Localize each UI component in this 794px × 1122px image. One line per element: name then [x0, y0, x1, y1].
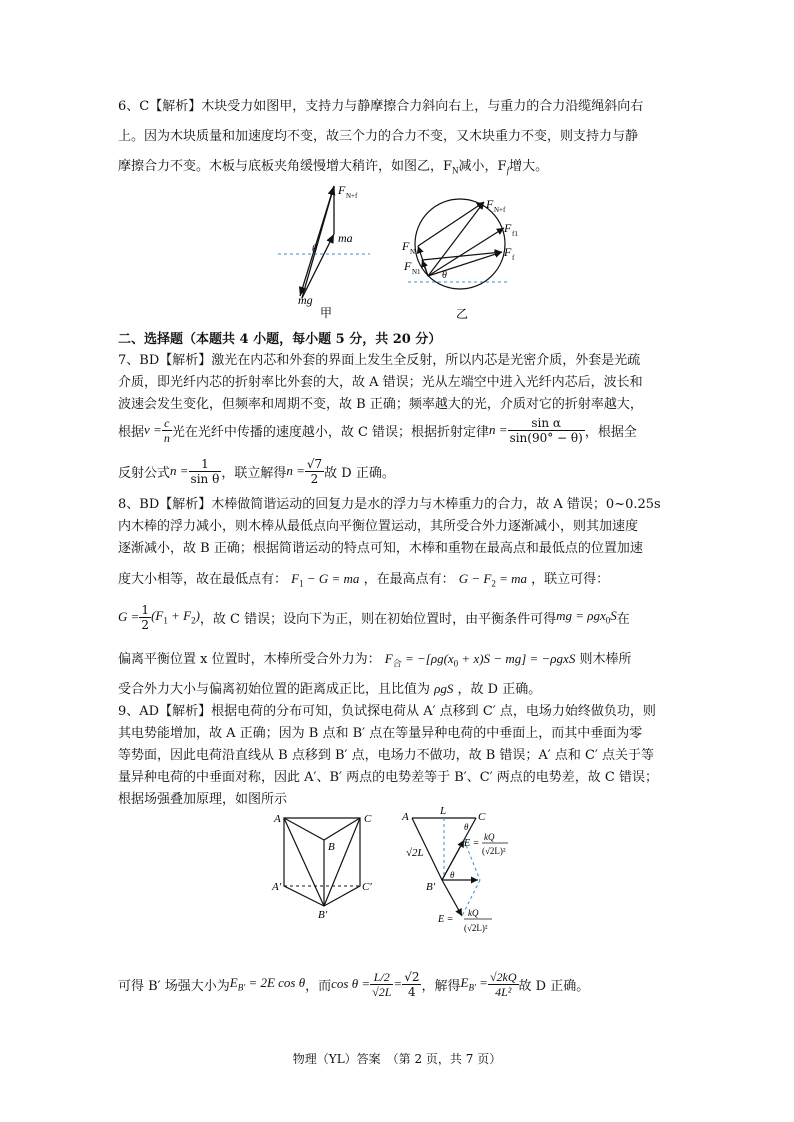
field-e-top: E = — [464, 838, 480, 849]
q8-line-6 — [118, 648, 631, 670]
q7-line-4-b: 光在光纤中传播的速度越小，故 C 错误；根据折射定律 — [171, 424, 490, 440]
field-e-bottom: E = — [438, 914, 454, 925]
fraction-c-n: $\frac{c}{n}$ — [163, 415, 170, 445]
fig-yi-theta: θ — [442, 270, 447, 281]
ff-subscript: f — [506, 165, 510, 176]
q9-line-6-c: ，解得 — [421, 978, 461, 994]
fig-yi-fn-label: F — [402, 239, 410, 253]
fig-jia-mg-label: mg — [298, 293, 313, 307]
q8-line-6-a: 偏离平衡位置 x 位置时，木棒所受合外力为： — [118, 652, 381, 667]
q8-line-1: 8、BD【解析】木棒做简谐运动的回复力是水的浮力与木棒重力的合力，故 A 错误；0~0.25s — [118, 497, 661, 512]
formula-equilibrium: mg = ρgx$_0$S — [556, 608, 617, 626]
prism-label-c: C — [364, 813, 372, 825]
q6-line-3 — [118, 152, 684, 182]
field-theta-bottom: θ — [450, 870, 455, 880]
q6-paragraph — [118, 92, 684, 182]
formula-cos-eq: = — [393, 976, 403, 991]
q8-line-2: 内木棒的浮力减小，则木棒从最低点向平衡位置运动，其所受合外力逐渐减小，则其加速度 — [118, 519, 639, 534]
fig-jia-ma-label: ma — [338, 231, 353, 245]
q7-line-4 — [118, 412, 637, 448]
fig-yi-caption: 乙 — [456, 307, 469, 321]
prism-figure — [270, 808, 380, 923]
fig-yi-ff-label: F — [504, 245, 512, 259]
q9-line-6-d: 故 D 正确。 — [518, 978, 590, 994]
formula-cos: cos θ = — [331, 976, 371, 991]
formula-net-force: $F_合 = -[\rho g(x_0 + x)S - mg] = -\rho gxS$ — [384, 651, 576, 669]
page-footer: 物理（YL）答案 （第 2 页，共 7 页） — [292, 1052, 502, 1066]
fn-subscript: N — [452, 165, 459, 176]
fraction-1-sin: $\frac{1}{\text{sin θ}}$ — [190, 456, 220, 486]
fraction-sqrt2-4: $\frac{√2}{4}$ — [404, 969, 420, 999]
fig-jia-theta: θ — [312, 244, 317, 255]
field-kq-top: kQ — [484, 832, 495, 842]
prism-label-a1: A′ — [272, 881, 282, 893]
q7-line-5-b: ，联立解得 — [221, 465, 287, 481]
fig-yi-fn-sub: N — [410, 248, 416, 256]
fraction-1-2: $\frac{1}{2}$ — [141, 602, 150, 632]
q8-line-4-b: ，在最高点有： — [363, 572, 455, 587]
q8-line-5-a: ，故 C 错误；设向下为正，则在初始位置时，由平衡条件可得 — [199, 611, 557, 627]
formula-g-equals: G = — [118, 609, 140, 624]
fig-yi-fnf-sub: N+f — [494, 206, 506, 214]
q8-line-5-b: 在 — [616, 611, 630, 627]
q6-line-1: 6、C【解析】木块受力如图甲，支持力与静摩擦合力斜向右上，与重力的合力沿缆绳斜向右 — [118, 99, 644, 114]
force-diagram-jia — [270, 176, 380, 321]
q6-line-3-end: 增大。 — [509, 159, 549, 174]
fraction-snell: $\frac{\text{sin α}}{\sin(90^\circ - \theta)}$ — [509, 415, 583, 445]
q8-line-4 — [118, 568, 609, 589]
q6-line-3-mid: 减小，F — [458, 159, 507, 174]
q9-line-1: 9、AD【解析】根据电荷的分布可知，负试探电荷从 A′ 点移到 C′ 点，电场力始终做负功，则 — [118, 704, 656, 719]
q9-line-2: 其电势能增加，故 A 正确；因为 B 点和 B′ 点在等量异种电荷的中垂面上，而其中垂面为零 — [118, 726, 643, 741]
q8-line-3: 逐渐减小，故 B 正确；根据简谐运动的特点可知，木棒和重物在最高点和最低点的位置加速 — [118, 541, 643, 556]
prism-label-b: B — [328, 841, 335, 853]
formula-eb: $E_{B'} = 2E$ cos θ — [229, 975, 306, 993]
formula-critical: n = — [170, 463, 189, 478]
fraction-l2-sqrt2l: $\frac{L/2}{√2L}$ — [372, 969, 392, 999]
q8-line-7 — [118, 678, 541, 697]
prism-label-a: A — [274, 813, 281, 825]
fig-jia-fnf-label: F — [338, 183, 346, 197]
field-den-bottom: (√2L)² — [464, 923, 488, 933]
formula-v-c-over-n: v = — [144, 422, 162, 437]
q7-line-4-c: ，根据全 — [584, 424, 637, 440]
field-label-a: A — [402, 811, 409, 823]
formula-eb-result: $E_{B'}$ = — [460, 975, 488, 993]
field-label-b1: B′ — [426, 881, 436, 893]
q7-line-2: 介质，即光纤内芯的折射率比外套的大，故 A 错误；光从左端空中进入光纤内芯后，波长和 — [118, 375, 643, 390]
field-label-c: C — [478, 811, 486, 823]
q7-line-5-a: 反射公式 — [118, 465, 171, 481]
q8-line-5 — [118, 597, 630, 637]
formula-lowest: $F_1 - G$ = ma — [291, 571, 360, 589]
field-superposition-figure — [398, 804, 538, 936]
fig-yi-ff1-label: F — [504, 221, 512, 235]
q7-line-3: 波速会发生变化，但频率和周期不变，故 B 正确；频率越大的光，介质对它的折射率越大， — [118, 397, 643, 412]
fraction-sqrt7-2: $\frac{√7}{2}$ — [306, 456, 323, 486]
q7-line-1: 7、BD【解析】激光在内芯和外套的界面上发生全反射，所以内芯是光密介质，外套是光疏 — [118, 353, 641, 368]
field-den-top: (√2L)² — [482, 846, 506, 856]
q9-line-6 — [118, 960, 589, 1008]
fig-jia-fnf-sub: N+f — [346, 192, 358, 200]
q6-line-2: 上。因为木块质量和加速度均不变，故三个力的合力不变，又木块重力不变，则支持力与静 — [118, 129, 639, 144]
q7-line-5 — [118, 452, 395, 490]
q9-line-3: 等势面，因此电荷沿直线从 B 点移到 B′ 点，电场力不做功，故 B 错误；A′ 点和 C′ 点关于等 — [118, 748, 655, 763]
fraction-sqrt2kq-4l2: $\frac{√2kQ}{\text{4L²}}$ — [489, 969, 517, 999]
q9-line-6-b: ，而 — [305, 978, 332, 994]
field-label-r: √2L — [406, 847, 424, 859]
formula-f1-f2: $(F_1 + F_2)$ — [151, 608, 200, 626]
prism-label-c1: C′ — [362, 881, 372, 893]
formula-ratio: ρgS — [434, 681, 454, 696]
section-2-heading: 二、选择题（本题共 4 小题，每小题 5 分，共 20 分） — [118, 332, 442, 347]
q7-line-4-a: 根据 — [118, 424, 145, 440]
fig-yi-fn1-label: F — [404, 259, 412, 273]
field-kq-bottom: kQ — [468, 908, 479, 918]
q8-line-6-b: 则木棒所 — [579, 652, 632, 667]
fig-yi-fn1-sub: N1 — [412, 268, 421, 276]
fig-yi-ff-sub: f — [512, 254, 515, 262]
formula-n-snell: n = — [489, 422, 508, 437]
q7-line-5-c: 故 D 正确。 — [324, 465, 395, 481]
q8-line-7-b: ，故 D 正确。 — [457, 682, 542, 697]
q6-line-3-text: 摩擦合力不变。木板与底板夹角缓慢增大稍许，如图乙，F — [118, 159, 453, 174]
field-theta-top: θ — [464, 822, 469, 832]
force-circle-yi — [398, 192, 528, 322]
q8-line-4-c: ，联立可得： — [531, 572, 610, 587]
q8-line-4-a: 度大小相等，故在最低点有： — [118, 572, 288, 587]
fig-yi-ff1-sub: f1 — [512, 230, 518, 238]
fig-jia-caption: 甲 — [320, 306, 333, 320]
formula-highest: $G - F_2$ = ma — [458, 571, 528, 589]
formula-n-result: n = — [286, 463, 305, 478]
fig-yi-fnf-label: F — [486, 197, 494, 211]
field-label-l: L — [440, 805, 447, 817]
q9-line-4: 量异种电荷的中垂面对称，因此 A′、B′ 两点的电势差等于 B′、C′ 两点的电势差，故 C 错误； — [118, 770, 658, 785]
q9-line-6-a: 可得 B′ 场强大小为 — [118, 978, 230, 994]
q8-line-7-a: 受合外力大小与偏离初始位置的距离成正比，且比值为 — [118, 682, 431, 697]
prism-label-b1: B′ — [318, 909, 328, 921]
q9-line-5: 根据场强叠加原理，如图所示 — [118, 792, 288, 807]
